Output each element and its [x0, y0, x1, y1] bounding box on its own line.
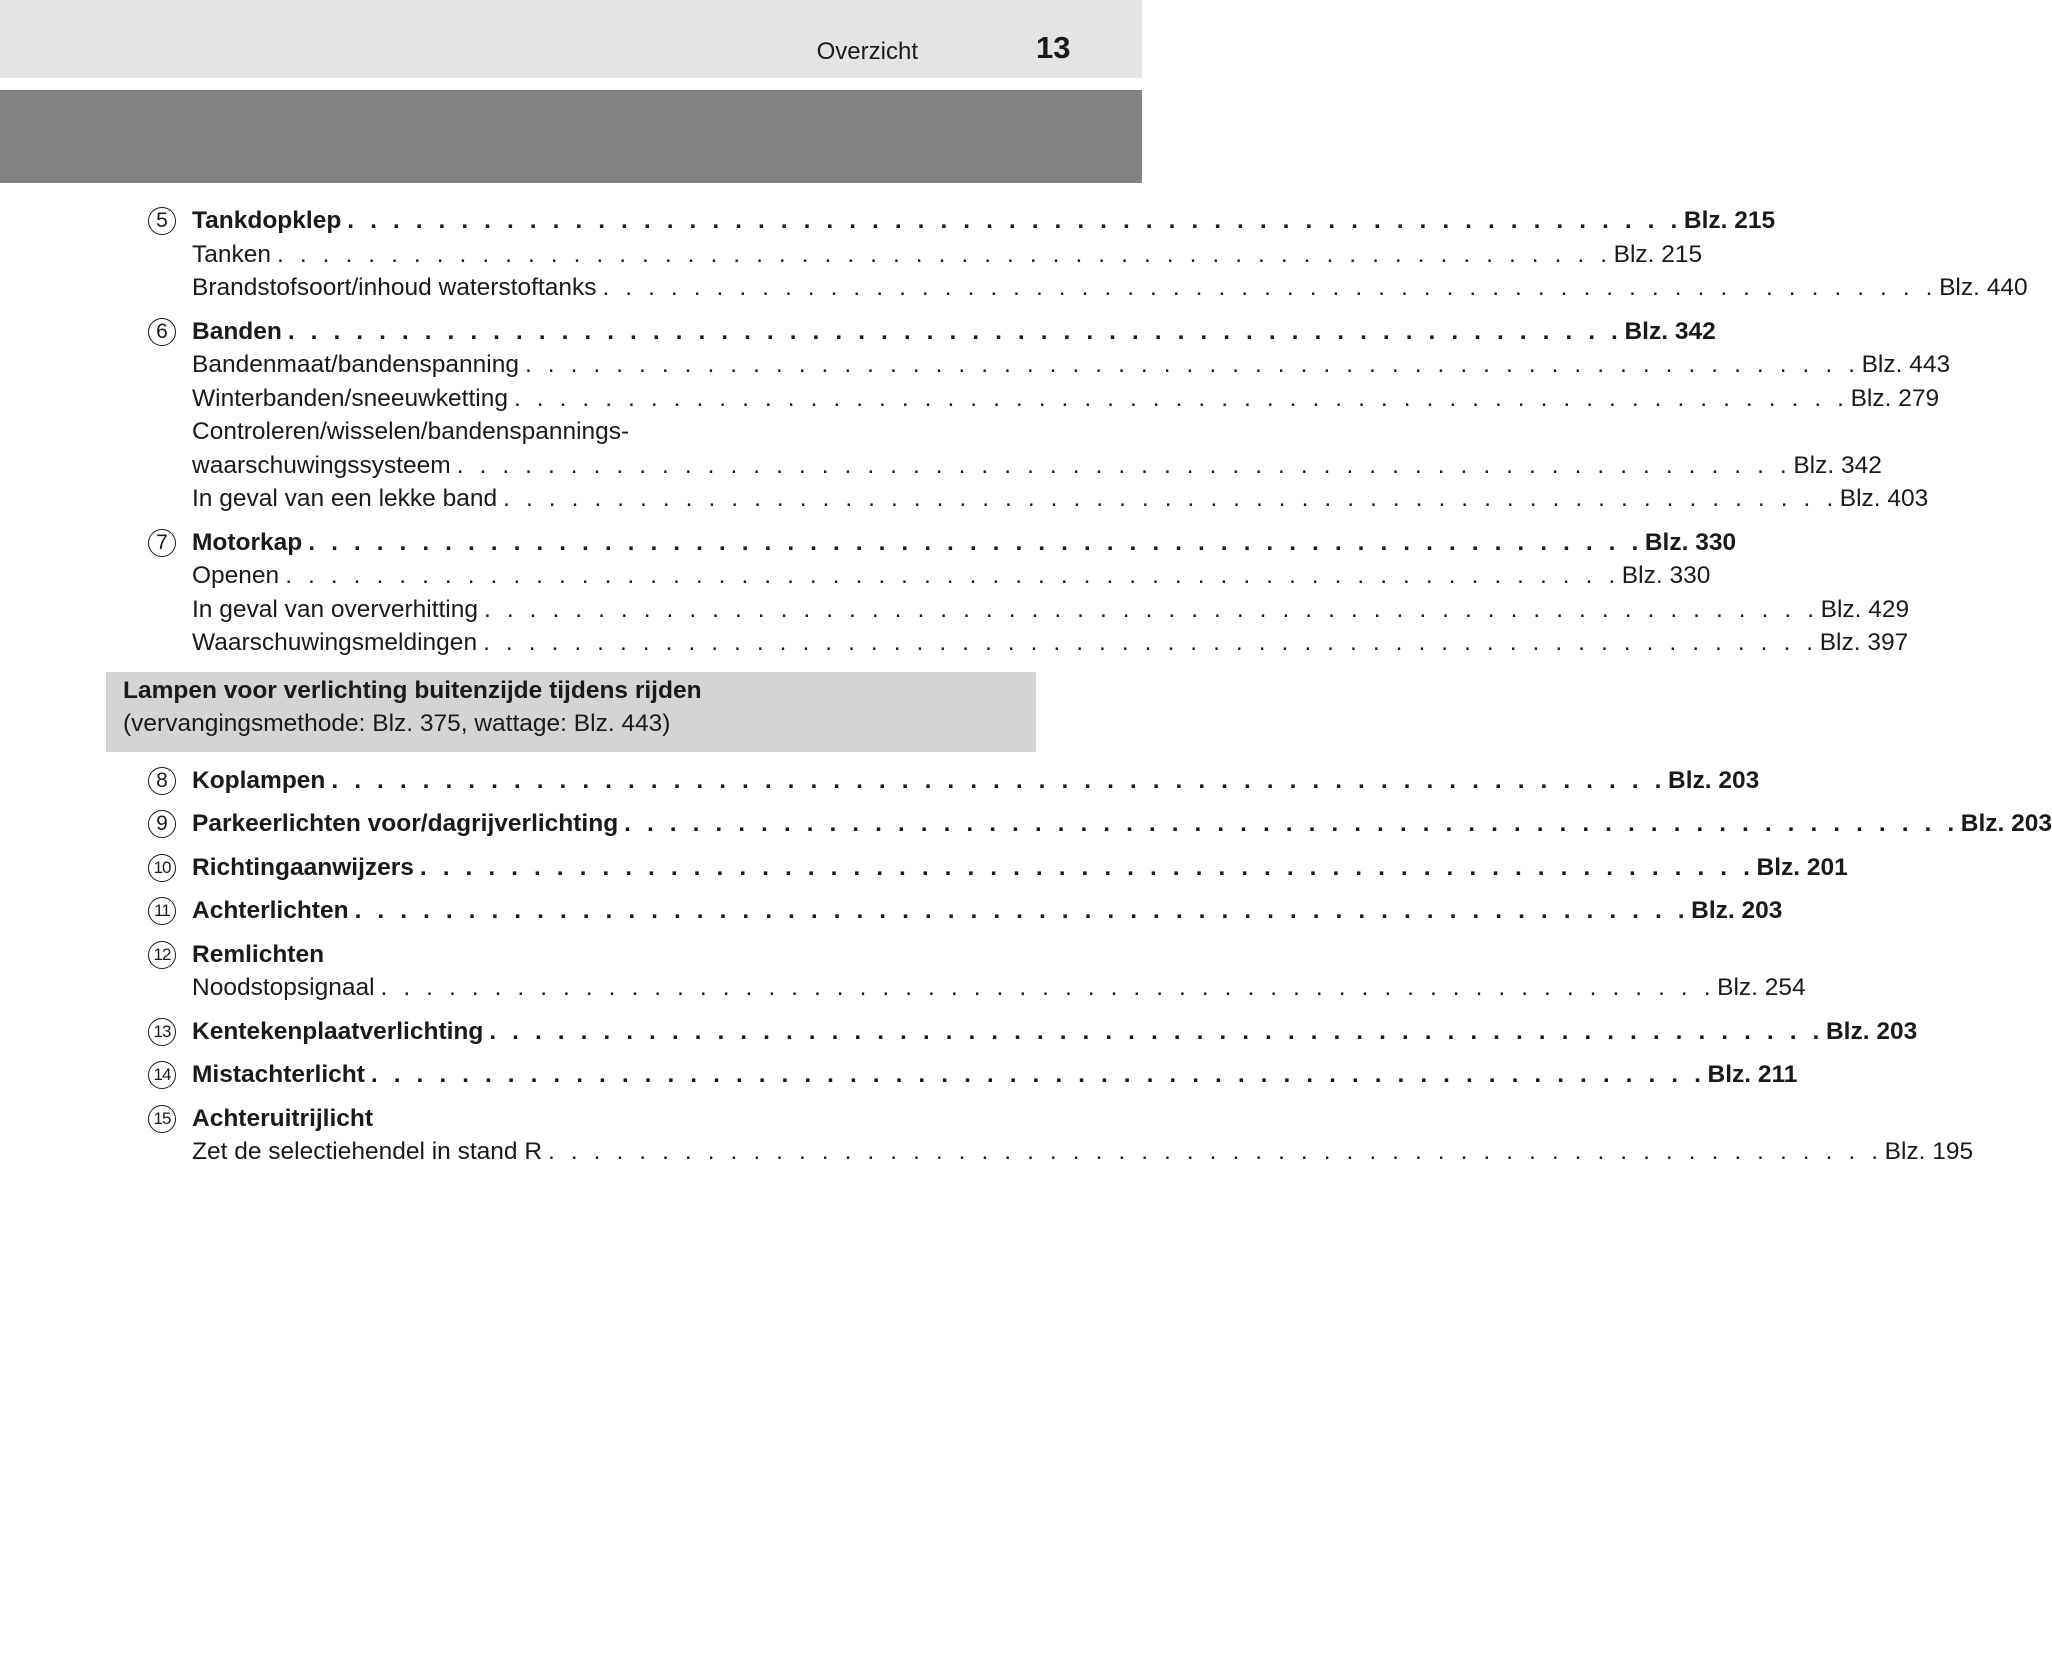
index-group-11	[148, 894, 1783, 928]
entry-page: Blz. 330	[1621, 562, 1711, 589]
leader-dots: . . . . . . . . . . . . . . . . . . . . . . . . . . . . . . . . . . . . . . . . . . . . . . . . . . . . . . . . . . .	[524, 351, 1860, 378]
entry-page: Blz. 429	[1820, 595, 1910, 623]
leader-dots: . . . . . . . . . . . . . . . . . . . . . . . . . . . . . . . . . . . . . . . . . . . . . . . . . . . . . . . . . . .	[308, 528, 1643, 556]
index-list	[123, 204, 2052, 1179]
leader-dots: . . . . . . . . . . . . . . . . . . . . . . . . . . . . . . . . . . . . . . . . . . . . . . . . . . . . . . . . . . .	[347, 207, 1682, 234]
index-group-6	[148, 315, 1951, 516]
entry-page: Blz. 203	[1825, 1017, 1918, 1045]
index-entry-openen[interactable]	[192, 559, 1711, 593]
entry-page: Blz. 211	[1707, 1061, 1798, 1088]
entry-label: waarschuwingssysteem	[192, 451, 451, 479]
leader-dots: . . . . . . . . . . . . . . . . . . . . . . . . . . . . . . . . . . . . . . . . . . . . . . . . . . . . . . . . . . .	[456, 451, 1792, 479]
entry-label: Banden	[192, 317, 282, 345]
entry-page: Blz. 397	[1819, 629, 1909, 656]
index-group-15	[148, 1102, 1974, 1169]
number-badge: 5	[148, 207, 176, 235]
entry-page: Blz. 215	[1683, 207, 1776, 234]
leader-dots: . . . . . . . . . . . . . . . . . . . . . . . . . . . . . . . . . . . . . . . . . . . . . . . . . . . . . . . . . . .	[354, 897, 1690, 924]
entry-page: Blz. 254	[1717, 974, 1806, 1001]
header-divider	[0, 78, 1142, 80]
entry-label-remlichten: Remlichten	[192, 940, 325, 968]
leader-dots: . . . . . . . . . . . . . . . . . . . . . . . . . . . . . . . . . . . . . . . . . . . . . . . . . . . . . . . . . . .	[484, 595, 1819, 623]
leader-dots: . . . . . . . . . . . . . . . . . . . . . . . . . . . . . . . . . . . . . . . . . . . . . . . . . . . . . . . . . . .	[370, 1061, 1706, 1088]
leader-dots: . . . . . . . . . . . . . . . . . . . . . . . . . . . . . . . . . . . . . . . . . . . . . . . . . . . . . . . . . . .	[548, 1138, 1883, 1165]
number-badge: 11	[148, 897, 176, 925]
entry-label: In geval van oververhitting	[192, 595, 478, 623]
index-group-14	[148, 1058, 1798, 1092]
leader-dots: . . . . . . . . . . . . . . . . . . . . . . . . . . . . . . . . . . . . . . . . . . . . . . . . . . . . . . . . . . .	[489, 1017, 1824, 1045]
index-entry-kentekenplaatverlichting[interactable]	[192, 1015, 1918, 1049]
entry-label: Noodstopsignaal	[192, 974, 375, 1001]
number-badge: 12	[148, 941, 176, 969]
index-entry-mistachterlicht[interactable]	[192, 1058, 1798, 1092]
index-group-8	[148, 764, 1760, 798]
entry-page: Blz. 201	[1756, 853, 1848, 881]
index-entry-selectiehendel[interactable]	[192, 1135, 1974, 1169]
entry-page: Blz. 443	[1861, 351, 1951, 378]
index-entry-bandenspanningssysteem[interactable]	[192, 449, 1882, 483]
entry-page: Blz. 195	[1884, 1138, 1974, 1165]
entry-label: Parkeerlichten voor/dagrijverlichting	[192, 810, 619, 837]
index-entry-waarschuwingsmeldingen[interactable]	[192, 626, 1909, 660]
entry-label: Richtingaanwijzers	[192, 853, 414, 881]
header-bar	[0, 0, 1142, 78]
leader-dots: . . . . . . . . . . . . . . . . . . . . . . . . . . . . . . . . . . . . . . . . . . . . . . . . . . . . . . . . . . .	[419, 853, 1755, 881]
number-badge: 15	[148, 1105, 176, 1133]
number-badge: 10	[148, 854, 176, 882]
lamps-section-title: Lampen voor verlichting buitenzijde tijdens rijden	[123, 676, 702, 704]
index-entry-noodstopsignaal[interactable]	[192, 971, 1806, 1005]
leader-dots: . . . . . . . . . . . . . . . . . . . . . . . . . . . . . . . . . . . . . . . . . . . . . . . . . . . . . . . . . . .	[503, 485, 1838, 512]
section-title: Overzicht	[816, 38, 918, 65]
entry-label-line1: Controleren/wisselen/bandenspannings-	[192, 418, 630, 445]
index-entry-parkeerlichten[interactable]	[192, 807, 2052, 841]
index-group-13	[148, 1015, 1918, 1049]
entry-label: Tanken	[192, 240, 272, 268]
entry-label: Brandstofsoort/inhoud waterstoftanks	[192, 274, 597, 301]
index-group-7	[148, 526, 1910, 660]
entry-page: Blz. 440	[1939, 274, 2028, 301]
entry-label: Openen	[192, 562, 280, 589]
number-badge: 7	[148, 529, 176, 557]
entry-label: In geval van een lekke band	[192, 485, 498, 512]
leader-dots: . . . . . . . . . . . . . . . . . . . . . . . . . . . . . . . . . . . . . . . . . . . . . . . . . . . . . . . . . . .	[513, 384, 1849, 412]
index-entry-richtingaanwijzers[interactable]	[192, 851, 1848, 885]
index-entry-motorkap[interactable]	[192, 526, 1737, 560]
entry-label: Waarschuwingsmeldingen	[192, 629, 478, 656]
index-entry-banden[interactable]	[192, 315, 1716, 349]
entry-label: Koplampen	[192, 766, 326, 794]
index-group-12	[148, 938, 1806, 1005]
entry-label: Tankdopklep	[192, 207, 342, 234]
entry-page: Blz. 215	[1613, 240, 1703, 268]
entry-page: Blz. 403	[1839, 485, 1929, 512]
leader-dots: . . . . . . . . . . . . . . . . . . . . . . . . . . . . . . . . . . . . . . . . . . . . . . . . . . . . . . . . . . .	[277, 240, 1612, 268]
number-badge: 6	[148, 318, 176, 346]
index-entry-tanken[interactable]	[192, 238, 1703, 272]
leader-dots: . . . . . . . . . . . . . . . . . . . . . . . . . . . . . . . . . . . . . . . . . . . . . . . . . . . . . . . . . . .	[285, 562, 1620, 589]
index-group-10	[148, 851, 1848, 885]
entry-label: Zet de selectiehendel in stand R	[192, 1138, 543, 1165]
index-group-5	[148, 204, 2028, 305]
index-entry-lekke-band[interactable]	[192, 482, 1929, 516]
leader-dots: . . . . . . . . . . . . . . . . . . . . . . . . . . . . . . . . . . . . . . . . . . . . . . . . . . . . . . . . . . .	[624, 810, 1959, 837]
index-entry-achterlichten[interactable]	[192, 894, 1783, 928]
number-badge: 8	[148, 767, 176, 795]
entry-page: Blz. 203	[1668, 766, 1760, 794]
entry-label: Achterlichten	[192, 897, 349, 924]
index-entry-oververhitting[interactable]	[192, 593, 1910, 627]
leader-dots: . . . . . . . . . . . . . . . . . . . . . . . . . . . . . . . . . . . . . . . . . . . . . . . . . . . . . . . . . . .	[602, 274, 1938, 301]
entry-page: Blz. 279	[1850, 384, 1940, 412]
index-entry-tankdopklep[interactable]	[192, 204, 1776, 238]
index-entry-koplampen[interactable]	[192, 764, 1760, 798]
entry-label: Mistachterlicht	[192, 1061, 365, 1088]
leader-dots: . . . . . . . . . . . . . . . . . . . . . . . . . . . . . . . . . . . . . . . . . . . . . . . . . . . . . . . . . . .	[483, 629, 1818, 656]
entry-label: Kentekenplaatverlichting	[192, 1017, 484, 1045]
lamps-section-subtitle: (vervangingsmethode: Blz. 375, wattage: Blz. 443)	[123, 709, 671, 737]
entry-label-achteruitrijlicht: Achteruitrijlicht	[192, 1104, 374, 1132]
index-entry-bandenmaat[interactable]	[192, 348, 1951, 382]
index-entry-winterbanden[interactable]	[192, 382, 1940, 416]
entry-page: Blz. 342	[1624, 317, 1716, 345]
number-badge: 14	[148, 1061, 176, 1089]
entry-page: Blz. 330	[1644, 528, 1737, 556]
entry-label: Winterbanden/sneeuwketting	[192, 384, 508, 412]
number-badge: 13	[148, 1018, 176, 1046]
entry-label: Bandenmaat/bandenspanning	[192, 351, 519, 378]
index-entry-brandstofsoort[interactable]	[192, 271, 2028, 305]
entry-page: Blz. 203	[1691, 897, 1783, 924]
index-group-9	[148, 807, 2052, 841]
page-number: 13	[1036, 30, 1071, 65]
entry-page: Blz. 342	[1793, 451, 1882, 479]
entry-page: Blz. 203	[1960, 810, 2052, 837]
entry-label: Motorkap	[192, 528, 303, 556]
number-badge: 9	[148, 810, 176, 838]
leader-dots: . . . . . . . . . . . . . . . . . . . . . . . . . . . . . . . . . . . . . . . . . . . . . . . . . . . . . . . . . . .	[331, 766, 1667, 794]
lamps-section-box	[106, 672, 1036, 752]
chapter-band	[0, 90, 1142, 183]
leader-dots: . . . . . . . . . . . . . . . . . . . . . . . . . . . . . . . . . . . . . . . . . . . . . . . . . . . . . . . . . . .	[380, 974, 1716, 1001]
leader-dots: . . . . . . . . . . . . . . . . . . . . . . . . . . . . . . . . . . . . . . . . . . . . . . . . . . . . . . . . . . .	[287, 317, 1623, 345]
